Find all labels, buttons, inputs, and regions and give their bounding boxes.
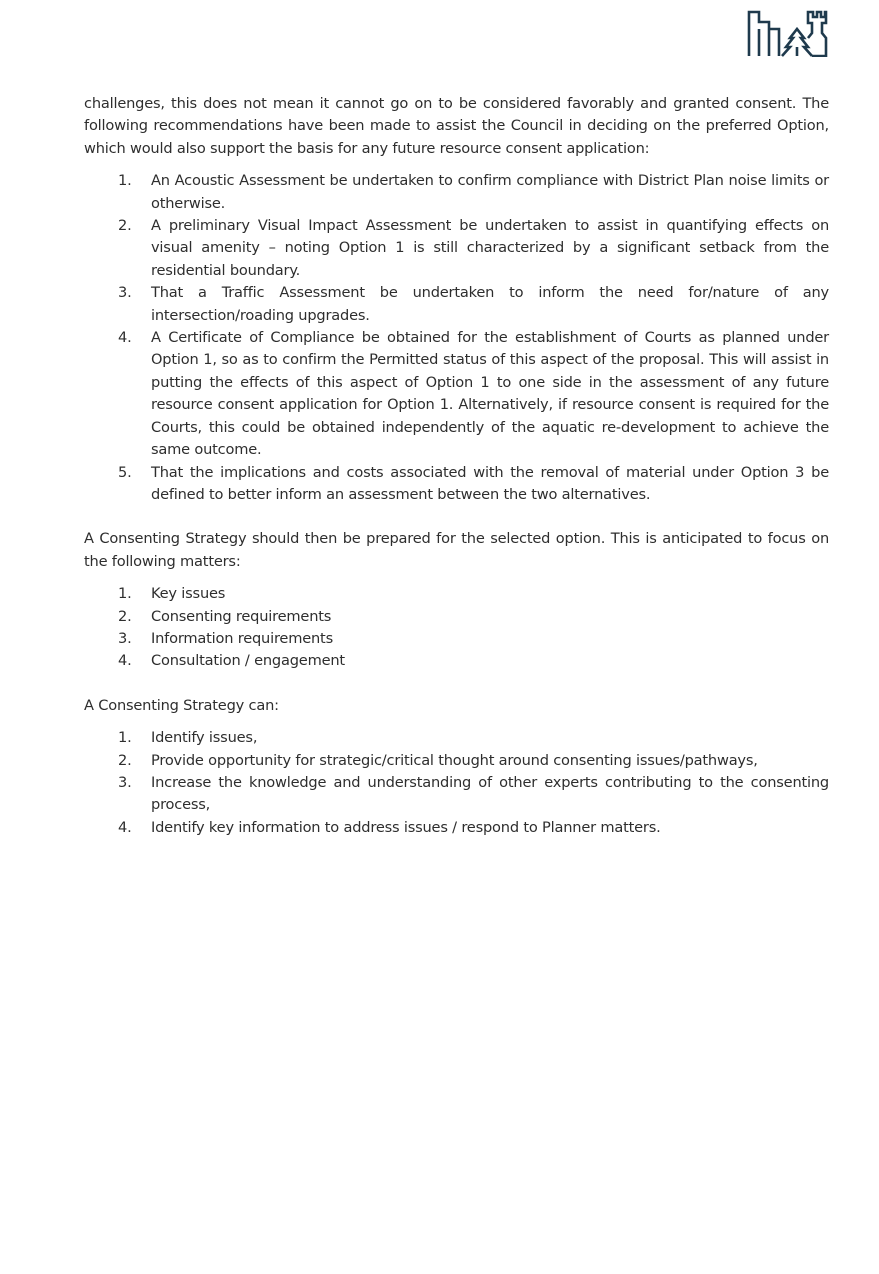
list-number: 2. — [118, 607, 132, 625]
list-item-text: An Acoustic Assessment be undertaken to confirm compliance with District Plan noise limits or otherwise. — [151, 172, 829, 212]
list-number: 4. — [118, 652, 132, 670]
list-item — [84, 282, 829, 327]
list-item-text: Consultation / engagement — [151, 652, 345, 670]
list-item-text: Identify key information to address issues / respond to Planner matters. — [151, 818, 661, 836]
list-item — [84, 650, 829, 672]
list-item — [84, 170, 829, 215]
list-item — [84, 772, 829, 817]
list-number: 2. — [118, 751, 132, 769]
list-item-text: Consenting requirements — [151, 607, 332, 625]
list-item-text: Information requirements — [151, 629, 333, 647]
list-number: 3. — [118, 284, 132, 302]
list-number: 1. — [118, 172, 132, 190]
list-item — [84, 215, 829, 282]
list-number: 3. — [118, 629, 132, 647]
capabilities-list — [84, 727, 829, 839]
recommendations-list — [84, 170, 829, 506]
list-number: 3. — [118, 773, 132, 791]
list-item-text: Key issues — [151, 585, 226, 603]
list-item — [84, 817, 829, 839]
list-number: 2. — [118, 217, 132, 235]
list-item-text: That a Traffic Assessment be undertaken to inform the need for/nature of any intersection/roading upgrades. — [151, 284, 829, 324]
list-item-text: A preliminary Visual Impact Assessment be undertaken to assist in quantifying effects on visual amenity – noting Option 1 is still characterized by a significant setback from the residential boundary. — [151, 217, 829, 279]
strategy-intro-paragraph: A Consenting Strategy should then be prepared for the selected option. This is anticipated to focus on the following matters: — [84, 530, 829, 570]
list-item-text: Increase the knowledge and understanding of other experts contributing to the consenting process, — [151, 773, 829, 814]
list-item — [84, 727, 829, 749]
list-number: 4. — [118, 329, 132, 347]
list-number: 1. — [118, 729, 132, 747]
list-item — [84, 583, 829, 605]
list-item-text: A Certificate of Compliance be obtained for the establishment of Courts as planned under Option 1, so as to confirm the Permitted status of this aspect of the proposal. This will assist in putting the effects of this aspect of Option 1 to one side in the assessment of any future resource consent application for Option 1. Alternatively, if resource consent is required for the Courts, this could be obtained independently of the aquatic re-development to achieve the same outcome. — [151, 329, 829, 459]
list-number: 1. — [118, 585, 132, 603]
list-item — [84, 628, 829, 650]
matters-list — [84, 583, 829, 673]
list-item — [84, 606, 829, 628]
list-number: 5. — [118, 463, 132, 481]
list-item-text: Provide opportunity for strategic/critical thought around consenting issues/pathways, — [151, 751, 758, 769]
can-intro-paragraph: A Consenting Strategy can: — [84, 696, 279, 714]
list-item — [84, 327, 829, 461]
list-number: 4. — [118, 818, 132, 836]
list-item — [84, 462, 829, 507]
document-body — [84, 93, 829, 861]
intro-paragraph: challenges, this does not mean it cannot go on to be considered favorably and granted consent. The following recommendations have been made to assist the Council in deciding on the preferred Option, which would also support the basis for any future resource consent application: — [84, 95, 829, 157]
list-item-text: That the implications and costs associated with the removal of material under Option 3 be defined to better inform an assessment between the two alternatives. — [151, 463, 829, 503]
castle-logo-icon — [746, 9, 828, 57]
list-item — [84, 750, 829, 772]
list-item-text: Identify issues, — [151, 729, 258, 747]
